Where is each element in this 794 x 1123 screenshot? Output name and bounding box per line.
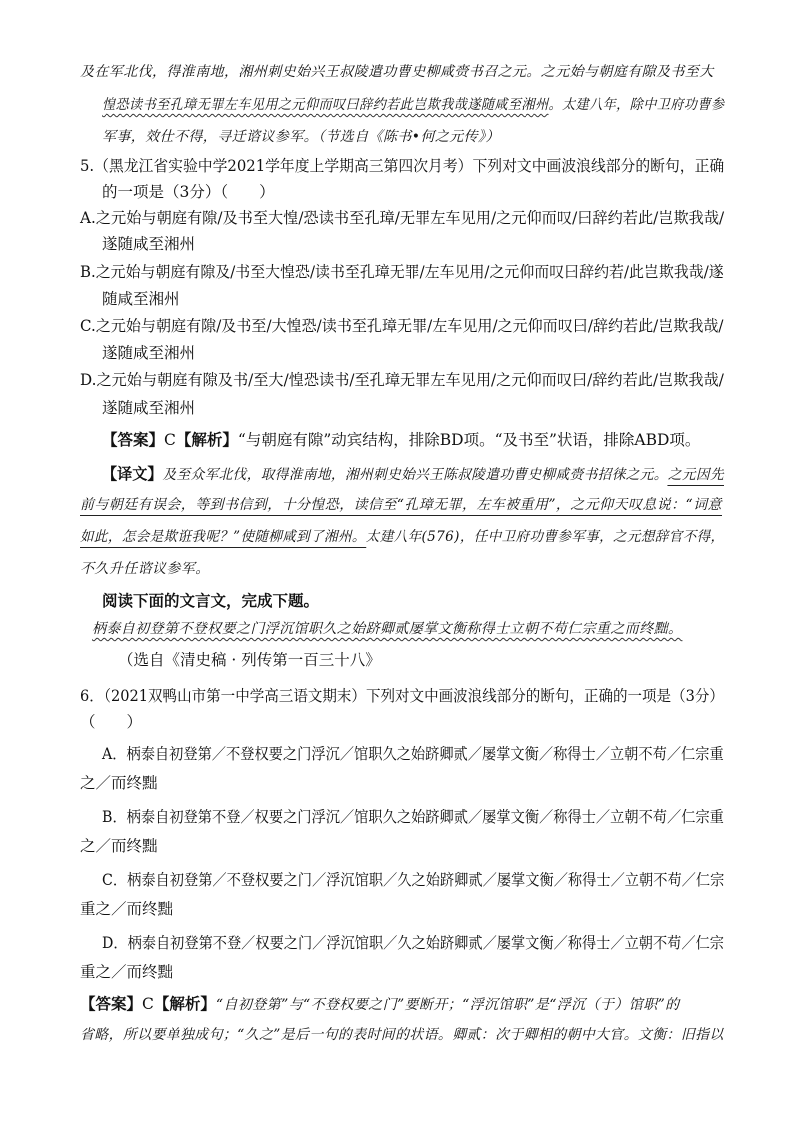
q5-option-a-line2: 遂随咸至湘州 bbox=[102, 235, 196, 253]
q5-translation-line2 bbox=[80, 494, 722, 514]
q5-analysis-label: 【解析】 bbox=[175, 430, 238, 449]
q5-translation-line1 bbox=[102, 462, 724, 484]
q5-translation-underlined2: 前与朝廷有误会，等到书信到，十分惶恐，读信至“孔璋无罪，左车被重用”，之元仰天叹息说：“词意 bbox=[80, 497, 722, 516]
passage2-source: （选自《清史稿 · 列传第一百三十八》 bbox=[118, 651, 381, 669]
q5-answer: C bbox=[164, 431, 176, 449]
q5-translation-text1: 及至众军北伐，取得淮南地，湘州刺史始兴王陈叔陵遣功曹史柳咸赍书招徕之元。 bbox=[162, 467, 668, 483]
q6-analysis-text1: “自初登第”与“不登权要之门”要断开；“浮沉馆职”是“浮沉（于）馆职”的 bbox=[215, 997, 680, 1013]
q5-option-c-line2: 遂随咸至湘州 bbox=[102, 344, 196, 362]
q5-translation-line4: 不久升任谘议参军。 bbox=[80, 561, 210, 577]
q6-option-c-line2: 重之／而终黜 bbox=[80, 900, 174, 918]
q5-answer-line bbox=[102, 428, 700, 450]
q5-translation-line3 bbox=[80, 526, 724, 546]
q5-stem-line2: 的一项是（3分）（ ） bbox=[102, 183, 275, 201]
q6-option-c-line1: C．柄泰自初登第／不登权要之门／浮沉馆职／久之始跻卿贰／屡掌文衡／称得士／立朝不苟／仁宗 bbox=[102, 871, 725, 889]
q5-option-b-line2: 随咸至湘州 bbox=[102, 290, 180, 308]
q6-answer-line bbox=[80, 992, 680, 1014]
q5-answer-label: 【答案】 bbox=[102, 430, 165, 449]
q5-translation-underlined3: 如此，怎会是欺诳我呢？”使随柳咸到了湘州。 bbox=[80, 529, 366, 548]
q6-analysis-label: 【解析】 bbox=[153, 994, 216, 1013]
q6-stem-line1: 6．（2021双鸭山市第一中学高三语文期末）下列对文中画波浪线部分的断句，正确的一项是（3分） bbox=[80, 687, 724, 705]
q6-answer-label: 【答案】 bbox=[80, 994, 143, 1013]
q5-option-d-line2: 遂随咸至湘州 bbox=[102, 399, 196, 417]
reading-heading: 阅读下面的文言文，完成下题。 bbox=[102, 591, 320, 610]
q5-translation-label: 【译文】 bbox=[102, 464, 163, 483]
q5-translation-text3: 太建八年(576)，任中卫府功曹参军事，之元想辞官不得， bbox=[365, 529, 725, 545]
q6-option-b-line2: 之／而终黜 bbox=[80, 837, 158, 855]
passage2-wavy-text: 柄泰自初登第不登权要之门浮沉馆职久之始跻卿贰屡掌文衡称得士立朝不苟仁宗重之而终黜。 bbox=[92, 621, 683, 637]
q5-option-b-line1: B.之元始与朝庭有隙及/书至大惶恐/读书至孔璋无罪/左车见用/之元仰而叹曰辞约若/此岂欺我哉/遂 bbox=[80, 263, 724, 281]
passage1-line2-tail: 。太建八年，除中卫府功曹参 bbox=[548, 97, 725, 113]
q6-option-a-line2: 之／而终黜 bbox=[80, 774, 158, 792]
q5-option-d-line1: D.之元始与朝庭有隙及书/至大/惶恐读书/至孔璋无罪左车见用/之元仰而叹曰/辞约若此/岂欺我哉/ bbox=[80, 371, 724, 389]
passage1-line1: 及在军北伐，得淮南地，湘州刺史始兴王叔陵遣功曹史柳咸赍书召之元。之元始与朝庭有隙及书至大 bbox=[80, 64, 714, 80]
q6-analysis-line2: 省略，所以要单独成句；“久之”是后一句的表时间的状语。卿贰：次于卿相的朝中大官。文衡：旧指以 bbox=[80, 1027, 724, 1043]
q6-option-d-line2: 重之／而终黜 bbox=[80, 963, 174, 981]
q6-option-b-line1: B．柄泰自初登第不登／权要之门浮沉／馆职久之始跻卿贰／屡掌文衡／称得士／立朝不苟／仁宗重 bbox=[102, 808, 724, 826]
passage1-line2 bbox=[102, 94, 724, 114]
q6-option-d-line1: D．柄泰自初登第不登／权要之门／浮沉馆职／久之始跻卿贰／屡掌文衡／称得士／立朝不苟／仁宗 bbox=[102, 934, 724, 952]
q5-stem-line1: 5.（黑龙江省实验中学2021学年度上学期高三第四次月考）下列对文中画波浪线部分的断句，正确 bbox=[80, 157, 725, 175]
q6-answer: C bbox=[142, 995, 154, 1013]
passage2-line bbox=[92, 618, 682, 638]
passage1-line3: 军事，效仕不得，寻迁谘议参军。（节选自《陈书•何之元传》） bbox=[102, 129, 500, 145]
q5-analysis: “与朝庭有隙”动宾结构，排除BD项。“及书至”状语，排除ABD项。 bbox=[237, 431, 701, 449]
q5-option-c-line1: C.之元始与朝庭有隙/及书至/大惶恐/读书至孔璋无罪/左车见用/之元仰而叹曰/辞约若此/岂欺我哉/ bbox=[80, 317, 724, 335]
q5-translation-underlined1: 之元因先 bbox=[668, 467, 724, 486]
passage1-wavy-text: 惶恐读书至孔璋无罪左车见用之元仰而叹曰辞约若此岂欺我哉遂随咸至湘州 bbox=[102, 97, 549, 113]
q5-option-a-line1: A.之元始与朝庭有隙/及书至大惶/恐读书至孔璋/无罪左车见用/之元仰而叹/曰辞约若此/岂欺我哉/ bbox=[80, 209, 725, 227]
q6-option-a-line1: A．柄泰自初登第／不登权要之门浮沉／馆职久之始跻卿贰／屡掌文衡／称得士／立朝不苟／仁宗重 bbox=[102, 745, 724, 763]
q6-stem-line2: （ ） bbox=[80, 713, 143, 731]
